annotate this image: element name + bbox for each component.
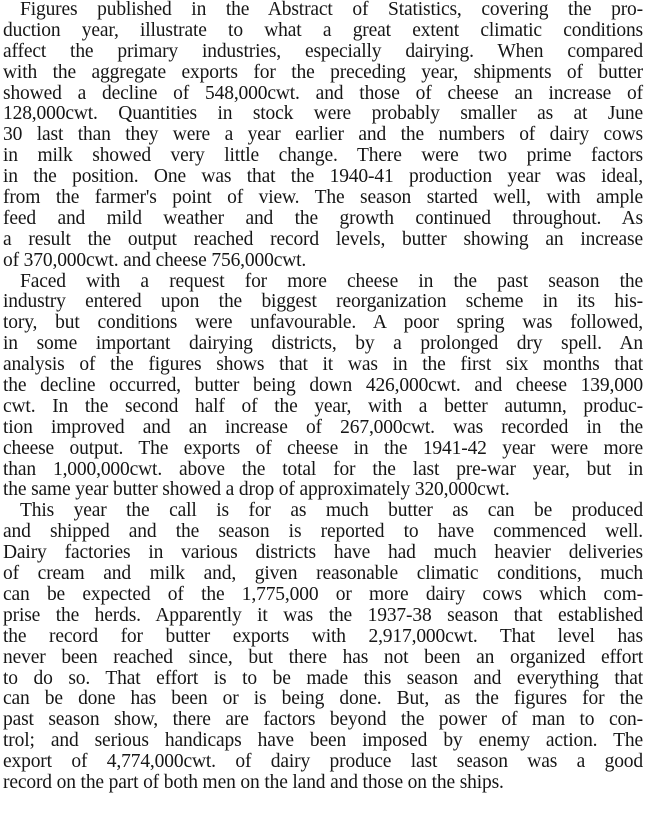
text-line: tion improved and an increase of 267,000cwt. was recorded in the [3, 416, 643, 438]
text-line: 30 last than they were a year earlier and the numbers of dairy cows [3, 124, 643, 146]
text-line: the same year butter showed a drop of approximately 320,000cwt. [3, 479, 510, 501]
text-line: Faced with a request for more cheese in the past season the [20, 270, 643, 292]
text-line: never been reached since, but there has not been an organized effort [3, 646, 643, 668]
text-line: can be done has been or is being done. But, as the figures for the [3, 688, 643, 710]
paragraph-3 [3, 501, 643, 793]
text-line: in some important dairying districts, by a prolonged dry spell. An [3, 333, 643, 355]
text-line: the record for butter exports with 2,917,000cwt. That level has [3, 625, 643, 647]
text-line: from the farmer's point of view. The season started well, with ample [3, 187, 643, 209]
text-line: affect the primary industries, especially dairying. When compared [3, 40, 643, 62]
text-line: feed and mild weather and the growth continued throughout. As [3, 207, 643, 229]
text-line: of cream and milk and, given reasonable climatic conditions, much [3, 563, 643, 585]
text-line: cheese output. The exports of cheese in the 1941-42 year were more [3, 437, 643, 459]
text-line: showed a decline of 548,000cwt. and those of cheese an increase of [3, 82, 643, 104]
article-text [3, 0, 643, 794]
text-line: trol; and serious handicaps have been imposed by enemy action. The [3, 730, 643, 752]
text-line: in milk showed very little change. There were two prime factors [3, 145, 643, 167]
text-line: of 370,000cwt. and cheese 756,000cwt. [3, 249, 307, 271]
text-line: export of 4,774,000cwt. of dairy produce last season was a good [3, 751, 643, 773]
text-line: tory, but conditions were unfavourable. A poor spring was followed, [3, 312, 643, 334]
paragraph-2 [3, 272, 643, 502]
text-line: Figures published in the Abstract of Statistics, covering the pro- [20, 0, 643, 20]
text-line: than 1,000,000cwt. above the total for the last pre-war year, but in [3, 458, 643, 480]
text-line: industry entered upon the biggest reorganization scheme in its his- [3, 291, 643, 313]
text-line: This year the call is for as much butter as can be produced [20, 500, 643, 522]
text-line: a result the output reached record levels, butter showing an increase [3, 228, 643, 250]
text-line: cwt. In the second half of the year, with a better autumn, produc- [3, 395, 643, 417]
text-line: with the aggregate exports for the preceding year, shipments of butter [3, 61, 643, 83]
text-line: duction year, illustrate to what a great extent climatic conditions [3, 19, 643, 41]
text-line: can be expected of the 1,775,000 or more dairy cows which com- [3, 583, 643, 605]
paragraph-1 [3, 0, 643, 272]
text-line: in the position. One was that the 1940-41 production year was ideal, [3, 166, 643, 188]
text-line: prise the herds. Apparently it was the 1937-38 season that established [3, 604, 643, 626]
text-line: and shipped and the season is reported to have commenced well. [3, 521, 643, 543]
text-line: record on the part of both men on the land and those on the ships. [3, 771, 504, 793]
text-line: to do so. That effort is to be made this season and everything that [3, 667, 643, 689]
text-line: past season show, there are factors beyond the power of man to con- [3, 709, 643, 731]
text-line: the decline occurred, butter being down 426,000cwt. and cheese 139,000 [3, 375, 643, 397]
text-line: analysis of the figures shows that it was in the first six months that [3, 354, 643, 376]
text-line: 128,000cwt. Quantities in stock were probably smaller as at June [3, 103, 643, 125]
text-line: Dairy factories in various districts have had much heavier deliveries [3, 542, 643, 564]
